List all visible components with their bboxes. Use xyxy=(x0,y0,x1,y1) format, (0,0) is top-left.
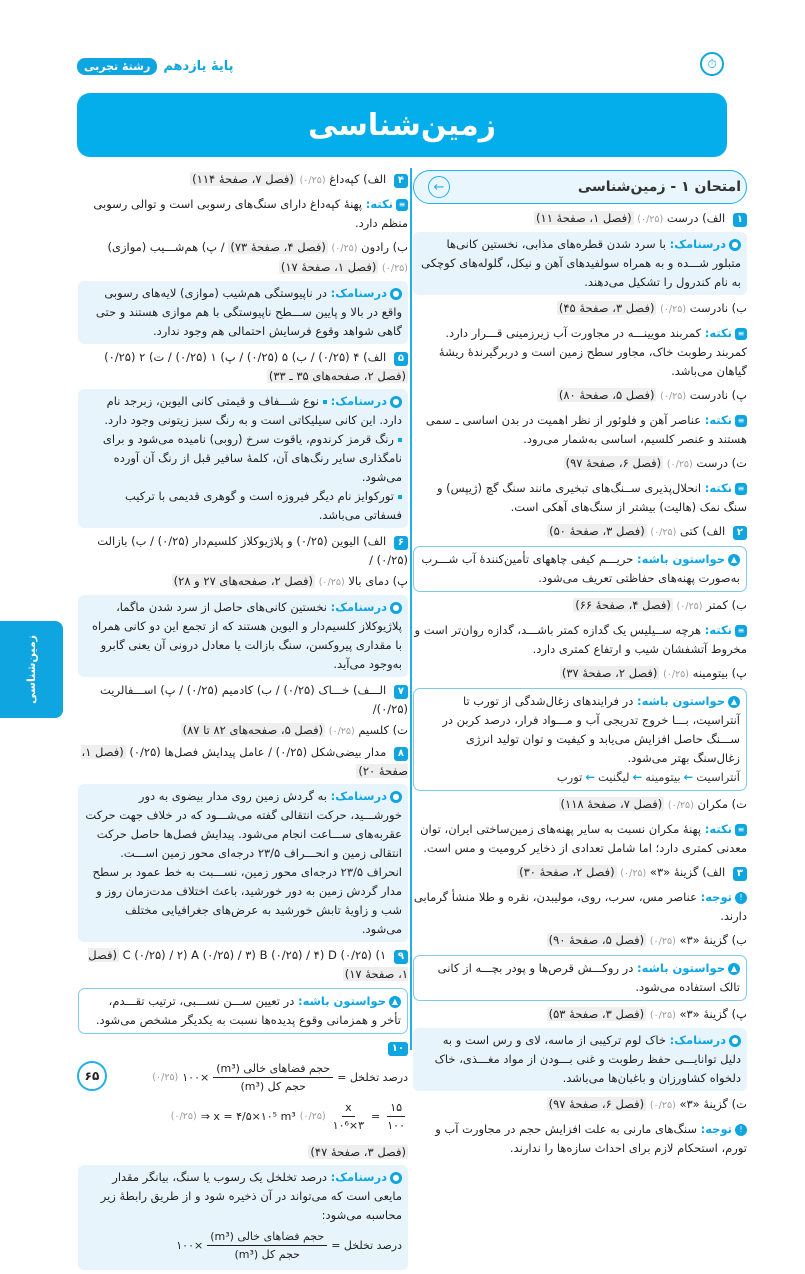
page-title-bar xyxy=(77,93,727,157)
answer-text: ب) کمتر xyxy=(706,598,747,612)
note-text: پهنهٔ کپه‌داغ دارای سنگ‌های رسوبی است و توالی رسوبی منظم دارد. xyxy=(93,197,408,230)
arrow-left-icon[interactable]: ← xyxy=(428,176,450,198)
answer-text: الـــف) خـــاک (۰/۲۵) / ب) کادمیم (۰/۲۵) / پ) اســـفالریت (۰/۲۵)/ xyxy=(99,683,408,716)
formula-lhs: درصد تخلخل = xyxy=(331,1239,402,1252)
fraction xyxy=(213,1061,333,1095)
answer-text: پ) گزینهٔ «۳» xyxy=(679,1007,747,1021)
answer-text: پ) بیتومینه xyxy=(692,666,747,680)
arrow-icon: ← xyxy=(683,770,694,784)
answer-line xyxy=(78,743,408,781)
answer-line xyxy=(78,532,408,570)
lesson-box xyxy=(78,389,408,528)
answer-text: ب) گزینهٔ «۳» xyxy=(679,933,747,947)
score: (۰/۲۵) xyxy=(318,577,345,588)
lesson-tag: درسنامک: xyxy=(330,1170,387,1184)
question-number: ۲ xyxy=(733,526,747,540)
reference: (فصل ۲، صفحه‌های ۲۷ و ۲۸) xyxy=(173,574,314,588)
score: (۰/۲۵) xyxy=(152,1072,179,1083)
warning-icon: ▲ xyxy=(728,554,740,566)
reference: (فصل ۵، صفحه‌های ۸۲ تا ۸۷) xyxy=(182,723,324,737)
note-box xyxy=(413,619,747,661)
score: (۰/۲۵) xyxy=(649,1010,676,1021)
answer-text: الف) گزینهٔ «۳» xyxy=(649,865,726,879)
note-tag: نکته: xyxy=(365,197,393,211)
attention-tag: توجه: xyxy=(700,890,732,904)
warning-icon: ▲ xyxy=(389,996,401,1008)
message-icon: ≡ xyxy=(735,415,747,427)
message-icon: ≡ xyxy=(396,199,408,211)
score: (۰/۲۵) xyxy=(620,868,647,879)
score: (۰/۲۵) xyxy=(299,175,326,186)
answer-text: پ) دمای بالا xyxy=(348,574,408,588)
warning-text: در روکـــش قرص‌ها و پودر بچـــه از کانی تالک استفاده می‌شود. xyxy=(437,961,740,994)
answer-line xyxy=(78,1038,408,1057)
answer-line xyxy=(413,522,747,542)
score: (۰/۲۵) xyxy=(666,459,693,470)
reference: (فصل ۳، صفحهٔ ۴۵) xyxy=(558,301,655,315)
warn-tag: حواستون باشه: xyxy=(637,552,725,566)
warning-box xyxy=(413,546,747,592)
lesson-tag: درسنامک: xyxy=(330,394,387,408)
attention-box xyxy=(413,1118,747,1160)
score: (۰/۲۵) xyxy=(650,527,677,538)
coal-chain xyxy=(420,768,740,787)
question-number: ۵ xyxy=(394,352,408,366)
warning-text: در فرایندهای زغال‌شدگی از تورب تا آنتراسیت، بـــا خروج تدریجی آب و مـــواد فرار، درصد کربن در ســـنگ حاصل افزایش می‌یابد و کیفیت و توان تولید انرژی زغال‌سنگ بهتر می‌شود. xyxy=(442,694,740,765)
warning-icon: ▲ xyxy=(728,963,740,975)
exam-header xyxy=(413,170,747,204)
answer-text: / پ) هم‌شـــیب (موازی) xyxy=(107,240,225,254)
reference: (فصل ۲، صفحهٔ ۳۷) xyxy=(561,666,658,680)
answer-line xyxy=(413,209,747,229)
grade-badge xyxy=(77,55,234,77)
score: (۰/۲۵) xyxy=(328,726,355,737)
right-column xyxy=(413,170,747,1163)
answer-line xyxy=(78,170,408,190)
lesson-box xyxy=(78,1165,408,1270)
score: (۰/۲۵) xyxy=(649,1100,676,1111)
lesson-tag: درسنامک: xyxy=(330,600,387,614)
answer-text: الف) کپه‌داغ xyxy=(329,172,387,186)
fraction-numerator: ۱۵ xyxy=(387,1100,405,1117)
fraction xyxy=(207,1229,327,1263)
reference: (فصل ۵، صفحهٔ ۸۰) xyxy=(558,388,655,402)
reference: (فصل ۶، صفحهٔ ۹۷) xyxy=(548,1097,645,1111)
score: (۰/۲۵) xyxy=(660,391,687,402)
note-tag: نکته: xyxy=(704,413,732,427)
answer-line xyxy=(413,664,747,684)
warning-box xyxy=(78,988,408,1034)
fraction-numerator: حجم فضاهای خالی (m³) xyxy=(213,1061,333,1078)
attention-text: عناصر مس، سرب، روی، مولیبدن، نقره و طلا منشأ گرمابی دارند. xyxy=(413,890,747,923)
answer-text: الف) الیوین (۰/۲۵) و پلاژیوکلاز کلسیم‌دار (۰/۲۵) / ب) بازالت (۰/۲۵) / xyxy=(97,534,408,567)
message-icon: ≡ xyxy=(735,824,747,836)
answer-line xyxy=(413,863,747,883)
left-column xyxy=(78,168,408,1274)
score: (۰/۲۵) xyxy=(649,936,676,947)
score: (۰/۲۵) xyxy=(676,601,703,612)
answer-line xyxy=(78,1143,408,1162)
answer-line xyxy=(413,454,747,474)
calc-result: ⇒ x = ۴/۵×۱۰⁵ m³ xyxy=(200,1110,296,1123)
reference: (فصل ۴، صفحهٔ ۶۶) xyxy=(575,598,671,612)
answer-text: ب) رادون xyxy=(361,240,408,254)
lesson-bullet: رنگ قرمز کرندوم، یاقوت سرخ (روبی) نامیده می‌شود و برای نامگذاری سایر رنگ‌های آن، کلمهٔ سافیر قبل از رنگ آن آورده می‌شود. xyxy=(84,430,402,487)
answer-text: پ) نادرست xyxy=(689,388,747,402)
reference: (فصل ۲، صفحه‌های ۳۵ ـ ۳۳) xyxy=(268,369,406,383)
lesson-text: به گردش زمین روی مدار بیضوی به دور خورشـــید، حرکت انتقالی گفته می‌شـــود که در خلاف جهت حرکت عقربه‌های ســـاعت انجام می‌شود. پیدایش فصل‌ها حاصل حرکت انتقالی زمین و انحـــراف ۲۳/۵ درجه‌ای محور زمین اســـت. انحراف ۲۳/۵ درجه‌ای محور زمین، نســـبت به خط عمود بر سطح مدار گردش زمین به دور خورشید، باعث اختلاف مدت‌زمان روز و شب و زاویهٔ تابش خورشید به عرض‌های جغرافیایی مختلف می‌شود. xyxy=(85,789,402,936)
lesson-text: درصد تخلخل یک رسوب یا سنگ، بیانگر مقدار مایعی است که می‌تواند در آن ذخیره شود و از طریق رابطهٔ زیر محاسبه می‌شود: xyxy=(100,1170,402,1222)
question-number: ۳ xyxy=(733,867,747,881)
question-number: ۷ xyxy=(394,685,408,699)
answer-text: الف) کتی xyxy=(679,524,726,538)
warning-text: در تعیین ســـن نســـبی، ترتیب تقـــدم، تأخر و همزمانی وقوع پدیده‌ها نسبت به یکدیگر مشخص می‌شود. xyxy=(95,994,401,1027)
fraction xyxy=(384,1100,408,1134)
question-number: ۹ xyxy=(394,950,408,964)
note-text: هرچه ســیلیس یک گدازه کمتر باشـــد، گدازه روان‌تر است و مخروط آتشفشان شیب و ارتفاع کمتری دارد. xyxy=(414,623,747,656)
fraction-numerator: حجم فضاهای خالی (m³) xyxy=(207,1229,327,1246)
answer-line xyxy=(413,795,747,815)
chain-item: تورب xyxy=(556,770,583,784)
answer-line xyxy=(78,238,408,278)
chat-bubble-icon: ● xyxy=(390,791,402,803)
attention-text: سنگ‌های مارنی به علت افزایش حجم در مجاورت آب و تورم، استحکام لازم برای احداث سازه‌ها را ندارند. xyxy=(435,1122,747,1155)
lesson-box xyxy=(413,1028,747,1091)
note-text: پهنهٔ مکران نسبت به سایر پهنه‌های زمین‌ساختی ایران، توان معدنی کمتری دارد؛ اما شامل تعدادی از ذخایر کرومیت و مس است. xyxy=(420,822,747,855)
exclamation-icon: ! xyxy=(735,1124,747,1136)
answer-text: ت) مکران xyxy=(697,797,747,811)
note-box xyxy=(413,477,747,519)
lesson-box xyxy=(78,281,408,344)
fraction-denominator: حجم کل (m³) xyxy=(240,1080,306,1093)
message-icon: ≡ xyxy=(735,328,747,340)
reference: (فصل ۱، صفحهٔ ۲۰) xyxy=(81,745,408,778)
page-title: زمین‌شناسی xyxy=(308,107,496,143)
question-number: ۶ xyxy=(394,536,408,550)
answer-line xyxy=(413,596,747,616)
question-number: ۸ xyxy=(394,747,408,761)
note-tag: نکته: xyxy=(704,623,732,637)
calculation xyxy=(78,1099,408,1135)
lesson-bullet: تورکوایز نام دیگر فیروزه است و گوهری قدیمی با ترکیب فسفاتی می‌باشد. xyxy=(84,487,402,525)
formula-lhs: درصد تخلخل = xyxy=(337,1071,408,1084)
fraction-denominator: ۳×۱۰⁶ xyxy=(332,1119,365,1132)
warn-tag: حواستون باشه: xyxy=(637,961,725,975)
lesson-tag: درسنامک: xyxy=(330,789,387,803)
score: (۰/۲۵) xyxy=(637,214,664,225)
lesson-box xyxy=(78,595,408,677)
answer-text: ب) نادرست xyxy=(689,301,747,315)
answer-text: ۱) C (۰/۲۵) / ۲) A (۰/۲۵) / ۳) B (۰/۲۵) / ۴) D (۰/۲۵) xyxy=(122,948,387,962)
question-number: ۱۰ xyxy=(388,1042,408,1056)
answer-line xyxy=(413,386,747,406)
note-text: انحلال‌پذیری ســنگ‌های تبخیری مانند سنگ گچ (ژیپس) و سنگ نمک (هالیت) بیشتر از سنگ‌های آهکی است. xyxy=(436,481,747,514)
arrow-icon: ← xyxy=(585,770,595,784)
answer-text: الف) درست xyxy=(666,211,726,225)
answer-line xyxy=(413,299,747,319)
fraction xyxy=(330,1100,367,1134)
score: (۰/۲۵) xyxy=(382,263,408,274)
exclamation-icon: ! xyxy=(735,892,747,904)
lesson-tag: درسنامک: xyxy=(669,237,726,251)
page-number: ۶۵ xyxy=(77,1061,107,1091)
lesson-text: خاک لوم ترکیبی از ماسه، لای و رس است و به دلیل توانایـــی حفظ رطوبت و غنی بـــودن از مواد مغـــذی، خاک دلخواه کشاورزان و باغبان‌ها می‌باشد. xyxy=(434,1033,741,1085)
answer-line xyxy=(413,1095,747,1115)
answer-line xyxy=(78,572,408,592)
reference: (فصل ۵، صفحهٔ ۹۰) xyxy=(548,933,645,947)
question-number: ۴ xyxy=(394,174,408,188)
chat-bubble-icon: ● xyxy=(390,602,402,614)
reference: (فصل ۷، صفحهٔ ۱۱۸) xyxy=(560,797,663,811)
answer-line xyxy=(78,721,408,741)
lesson-text: با سرد شدن قطره‌های مذابی، نخستین کانی‌ها متبلور شـــده و به همراه سولفیدهای آهن و نیکل، گلوله‌های کوچکی به نام کندرول را تشکیل می‌دهند. xyxy=(421,237,741,289)
fraction-numerator: x xyxy=(342,1100,355,1117)
lesson-text: در ناپیوستگی هم‌شیب (موازی) لایه‌های رسوبی واقع در بالا و پایین ســـطح ناپیوستگی با هم موازی هستند و حتی گاهی شواهد وقوع فرسایش احتمالی هم وجود ندارد. xyxy=(95,286,402,338)
arrow-icon: ← xyxy=(632,770,643,784)
chat-bubble-icon: ● xyxy=(390,1172,402,1184)
warning-text: حریـــم کیفی چاههای تأمین‌کنندهٔ آب شـــرب به‌صورت پهنه‌های حفاظتی تعریف می‌شود. xyxy=(421,552,740,585)
exam-title: امتحان ۱ - زمین‌شناسی xyxy=(577,178,741,195)
warn-tag: حواستون باشه: xyxy=(298,994,386,1008)
lesson-box xyxy=(413,232,747,295)
reference: (فصل ۲، صفحهٔ ۳۰) xyxy=(519,865,615,879)
warn-tag: حواستون باشه: xyxy=(637,694,725,708)
track-label: رشتهٔ تجربی xyxy=(77,58,157,75)
chat-bubble-icon: ● xyxy=(729,239,741,251)
reference: (فصل ۳، صفحهٔ ۴۷) xyxy=(310,1145,406,1159)
reference: (فصل ۱، صفحهٔ ۱۱) xyxy=(536,211,632,225)
equals-sign: = xyxy=(371,1110,381,1123)
score: (۰/۲۵) xyxy=(331,243,358,254)
message-icon: ≡ xyxy=(735,625,747,637)
formula-tail: ×۱۰۰ xyxy=(182,1071,210,1084)
attention-box xyxy=(413,886,747,928)
lesson-tag: درسنامک: xyxy=(330,286,387,300)
reference: (فصل ۴، صفحهٔ ۷۳) xyxy=(230,240,326,254)
formula-tail: ×۱۰۰ xyxy=(176,1239,204,1252)
answer-line xyxy=(78,348,408,386)
score: (۰/۲۵) xyxy=(663,669,690,680)
chat-bubble-icon: ● xyxy=(390,288,402,300)
side-tab[interactable] xyxy=(0,621,63,718)
reference: (فصل ۳، صفحهٔ ۵۳) xyxy=(548,1007,645,1021)
reference: (فصل ۳، صفحهٔ ۵۰) xyxy=(549,524,645,538)
warning-box xyxy=(413,955,747,1001)
question-number: ۱ xyxy=(733,213,747,227)
answer-line xyxy=(78,681,408,719)
answer-text: ت) گزینهٔ «۳» xyxy=(679,1097,747,1111)
warning-icon: ▲ xyxy=(728,696,740,708)
note-box xyxy=(413,322,747,383)
score: (۰/۲۵) xyxy=(299,1111,326,1122)
answer-line xyxy=(78,946,408,984)
message-icon: ≡ xyxy=(735,483,747,495)
fraction-denominator: ۱۰۰ xyxy=(387,1119,405,1132)
grade-label: پایهٔ یازدهم xyxy=(163,58,234,74)
note-box xyxy=(78,193,408,235)
note-tag: نکته: xyxy=(704,822,732,836)
note-text: عناصر آهن و فلوئور از نظر اهمیت در بدن اساسی ـ سمی هستند و عنصر کلسیم، اساسی به‌شمار می‌رود. xyxy=(425,413,747,446)
chain-item: بیتومینه xyxy=(645,770,681,784)
column-divider xyxy=(410,168,412,1050)
answer-text: الف) ۴ (۰/۲۵) / ب) ۵ (۰/۲۵) / پ) ۱ (۰/۲۵) / ت) ۲ (۰/۲۵) xyxy=(104,350,387,364)
note-tag: نکته: xyxy=(704,326,732,340)
score: (۰/۲۵) xyxy=(170,1111,197,1122)
lesson-text: نخستین کانی‌های حاصل از سرد شدن ماگما، پلاژیوکلاز کلسیم‌دار و الیوین هستند که از تجمع این دو کانی همراه با مقداری پیروکسن، سنگ بازالت یا معادل درونی آن یعنی گابرو به‌وجود می‌آید. xyxy=(92,600,402,671)
note-box xyxy=(413,818,747,860)
answer-text: مدار بیضی‌شکل (۰/۲۵) / عامل پیدایش فصل‌ها (۰/۲۵) xyxy=(129,745,387,759)
score: (۰/۲۵) xyxy=(660,304,687,315)
chat-bubble-icon: ● xyxy=(390,396,402,408)
note-tag: نکته: xyxy=(704,481,732,495)
side-tab-label: زمین‌شناسی xyxy=(25,635,38,704)
score: (۰/۲۵) xyxy=(667,800,694,811)
lesson-text: نوع شـــفاف و قیمتی کانی الیوین، زبرجد نام دارد. این کانی سیلیکاتی است و به رنگ سبز زیتونی وجود دارد. xyxy=(104,394,402,427)
answer-text: ت) کلسیم xyxy=(358,723,408,737)
reference: (فصل ۱، صفحهٔ ۱۷) xyxy=(280,260,377,274)
answer-line xyxy=(413,1005,747,1025)
lesson-box xyxy=(78,784,408,942)
note-box xyxy=(413,409,747,451)
answer-text: ت) درست xyxy=(696,456,747,470)
lesson-formula xyxy=(84,1229,402,1263)
chain-item: آنتراسیت xyxy=(696,770,740,784)
note-text: کمربند مویینـــه در مجاورت آب زیرزمینی قـــرار دارد. کمربند رطوبت خاک، مجاور سطح زمین است و دربرگیرندهٔ ریشهٔ گیاهان می‌باشد. xyxy=(438,326,747,378)
reference: (فصل ۱، صفحهٔ ۱۷) xyxy=(88,948,408,981)
attention-tag: توجه: xyxy=(700,1122,732,1136)
reference: (فصل ۷، صفحهٔ ۱۱۴) xyxy=(192,172,294,186)
chain-item: لیگنیت xyxy=(597,770,630,784)
warning-box xyxy=(413,688,747,791)
lesson-tag: درسنامک: xyxy=(669,1033,726,1047)
porosity-formula xyxy=(78,1061,408,1095)
answer-line xyxy=(413,931,747,951)
chat-bubble-icon: ● xyxy=(729,1035,741,1047)
reference: (فصل ۶، صفحهٔ ۹۷) xyxy=(565,456,662,470)
fraction-denominator: حجم کل (m³) xyxy=(234,1248,300,1261)
stopwatch-icon: ⏱ xyxy=(700,52,724,76)
